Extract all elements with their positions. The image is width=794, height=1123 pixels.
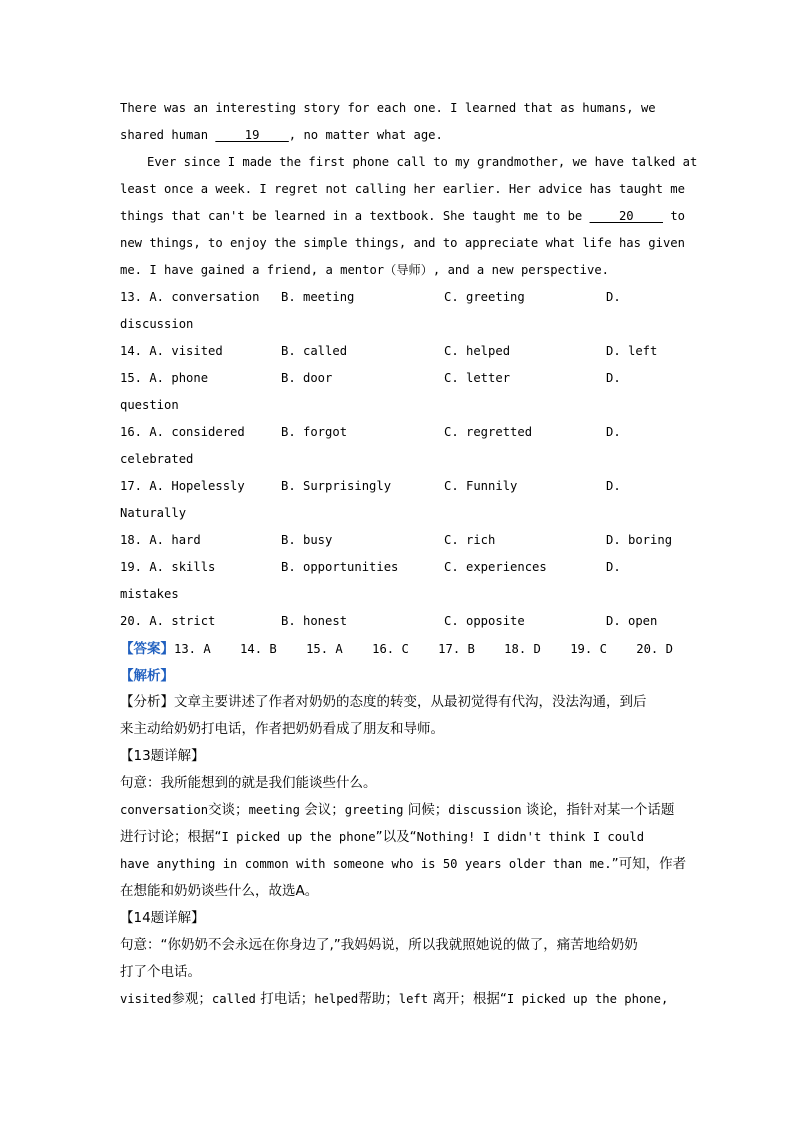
- text: 会议；: [299, 802, 345, 818]
- question-row: [120, 365, 676, 392]
- option-b: B. honest: [281, 614, 348, 628]
- answer-line: [120, 635, 676, 662]
- q13-line: [120, 824, 676, 851]
- analysis-label: 【解析】: [120, 668, 174, 684]
- text: left: [398, 992, 429, 1006]
- answer-label: 【答案】: [120, 641, 174, 657]
- option-b: B. Surprisingly: [281, 479, 392, 493]
- answer-values: 13. A 14. B 15. A 16. C 17. B 18. D 19. C 20. D: [174, 642, 673, 656]
- question-row: [120, 554, 676, 581]
- option-b: B. opportunities: [281, 560, 399, 574]
- blank-20: ____20____: [589, 209, 663, 223]
- text: visited: [120, 992, 172, 1006]
- text: greeting: [344, 803, 404, 817]
- text: conversation: [120, 803, 209, 817]
- option-a: 17. A. Hopelessly: [120, 479, 245, 493]
- option-a: 16. A. considered: [120, 425, 245, 439]
- q13-line: [120, 851, 687, 878]
- text: have anything in common with someone who is 50 years older than me.: [120, 857, 612, 871]
- text: 参观；: [171, 991, 212, 1007]
- option-b: B. door: [281, 371, 333, 385]
- text: shared human: [120, 128, 216, 142]
- option-d: D. boring: [606, 533, 673, 547]
- summary-line: [120, 689, 676, 716]
- passage-line: me. I have gained a friend, a mentor（导师）, and a new perspective.: [120, 263, 609, 277]
- option-d: D.: [606, 425, 621, 439]
- option-d: D.: [606, 290, 621, 304]
- option-d: D.: [606, 479, 621, 493]
- option-c: C. rich: [444, 533, 496, 547]
- text: 离开；根据“: [428, 991, 507, 1007]
- option-c: C. Funnily: [444, 479, 518, 493]
- text: called: [211, 992, 256, 1006]
- option-c: C. experiences: [444, 560, 547, 574]
- option-b: B. forgot: [281, 425, 348, 439]
- text: meeting: [248, 803, 300, 817]
- passage-line: least once a week. I regret not calling her earlier. Her advice has taught me: [120, 182, 685, 196]
- document-page: [120, 95, 698, 1013]
- option-d: D. left: [606, 344, 658, 358]
- question-list: [120, 284, 676, 635]
- passage-line: [120, 122, 676, 149]
- option-d-continued: celebrated: [120, 452, 194, 466]
- q14-meaning: 句意：“你奶奶不会永远在你身边了,”我妈妈说，所以我就照她说的做了，痛苦地给奶奶: [120, 937, 638, 953]
- option-c: C. letter: [444, 371, 511, 385]
- q14-detail: [120, 905, 676, 1013]
- option-a: 20. A. strict: [120, 614, 216, 628]
- text: helped: [314, 992, 359, 1006]
- text: Nothing! I didn't think I could: [416, 830, 645, 844]
- option-a: 14. A. visited: [120, 344, 223, 358]
- option-a: 19. A. skills: [120, 560, 216, 574]
- question-row: [120, 284, 676, 311]
- q13-detail: [120, 743, 687, 905]
- option-c: C. greeting: [444, 290, 525, 304]
- summary-label: 【分析】: [120, 694, 174, 710]
- text: 文章主要讲述了作者对奶奶的态度的转变，从最初觉得有代沟，没法沟通，到后: [174, 694, 647, 710]
- question-row: [120, 473, 676, 500]
- passage: [120, 95, 698, 284]
- q13-line: 在想能和奶奶谈些什么，故选A。: [120, 883, 319, 899]
- option-b: B. meeting: [281, 290, 355, 304]
- text: 问候；: [403, 802, 449, 818]
- option-a: 18. A. hard: [120, 533, 201, 547]
- blank-19: ____19____: [215, 128, 289, 142]
- text: ”以及“: [375, 829, 417, 845]
- analysis-heading: [120, 662, 676, 689]
- option-d-continued: question: [120, 398, 179, 412]
- text: things that can't be learned in a textbook. She taught me to be: [120, 209, 590, 223]
- text: 谈论，指针对某一个话题: [521, 802, 675, 818]
- option-d: D. open: [606, 614, 658, 628]
- q14-meaning: 打了个电话。: [120, 964, 201, 980]
- option-d-continued: Naturally: [120, 506, 187, 520]
- option-c: C. helped: [444, 344, 511, 358]
- q13-heading: 【13题详解】: [120, 748, 205, 764]
- text: to: [662, 209, 685, 223]
- passage-line: Ever since I made the first phone call to my grandmother, we have talked at: [147, 155, 698, 169]
- option-c: C. opposite: [444, 614, 525, 628]
- option-d-continued: mistakes: [120, 587, 179, 601]
- summary-line: 来主动给奶奶打电话，作者把奶奶看成了朋友和导师。: [120, 721, 444, 737]
- option-d: D.: [606, 371, 621, 385]
- option-b: B. busy: [281, 533, 333, 547]
- option-a: 13. A. conversation: [120, 290, 260, 304]
- q14-line: [120, 986, 676, 1013]
- option-a: 15. A. phone: [120, 371, 209, 385]
- text: 交谈；: [208, 802, 249, 818]
- q13-meaning: 句意：我所能想到的就是我们能谈些什么。: [120, 775, 377, 791]
- q13-line: [120, 797, 676, 824]
- text: ”可知，作者: [611, 856, 687, 872]
- passage-line: new things, to enjoy the simple things, and to appreciate what life has given: [120, 236, 685, 250]
- text: 进行讨论；根据“: [120, 829, 222, 845]
- option-c: C. regretted: [444, 425, 533, 439]
- text: I picked up the phone: [221, 830, 376, 844]
- option-d-continued: discussion: [120, 317, 194, 331]
- passage-line: [120, 203, 685, 230]
- question-row: [120, 338, 676, 365]
- question-row: [120, 419, 676, 446]
- text: I picked up the phone,: [506, 992, 669, 1006]
- text: 帮助；: [358, 991, 399, 1007]
- question-row: [120, 527, 676, 554]
- passage-line: There was an interesting story for each one. I learned that as humans, we: [120, 101, 656, 115]
- question-row: [120, 608, 676, 635]
- text: 打电话；: [255, 991, 315, 1007]
- q14-heading: 【14题详解】: [120, 910, 205, 926]
- text: discussion: [448, 803, 522, 817]
- option-d: D.: [606, 560, 621, 574]
- option-b: B. called: [281, 344, 348, 358]
- text: , no matter what age.: [288, 128, 443, 142]
- analysis-summary: [120, 689, 676, 743]
